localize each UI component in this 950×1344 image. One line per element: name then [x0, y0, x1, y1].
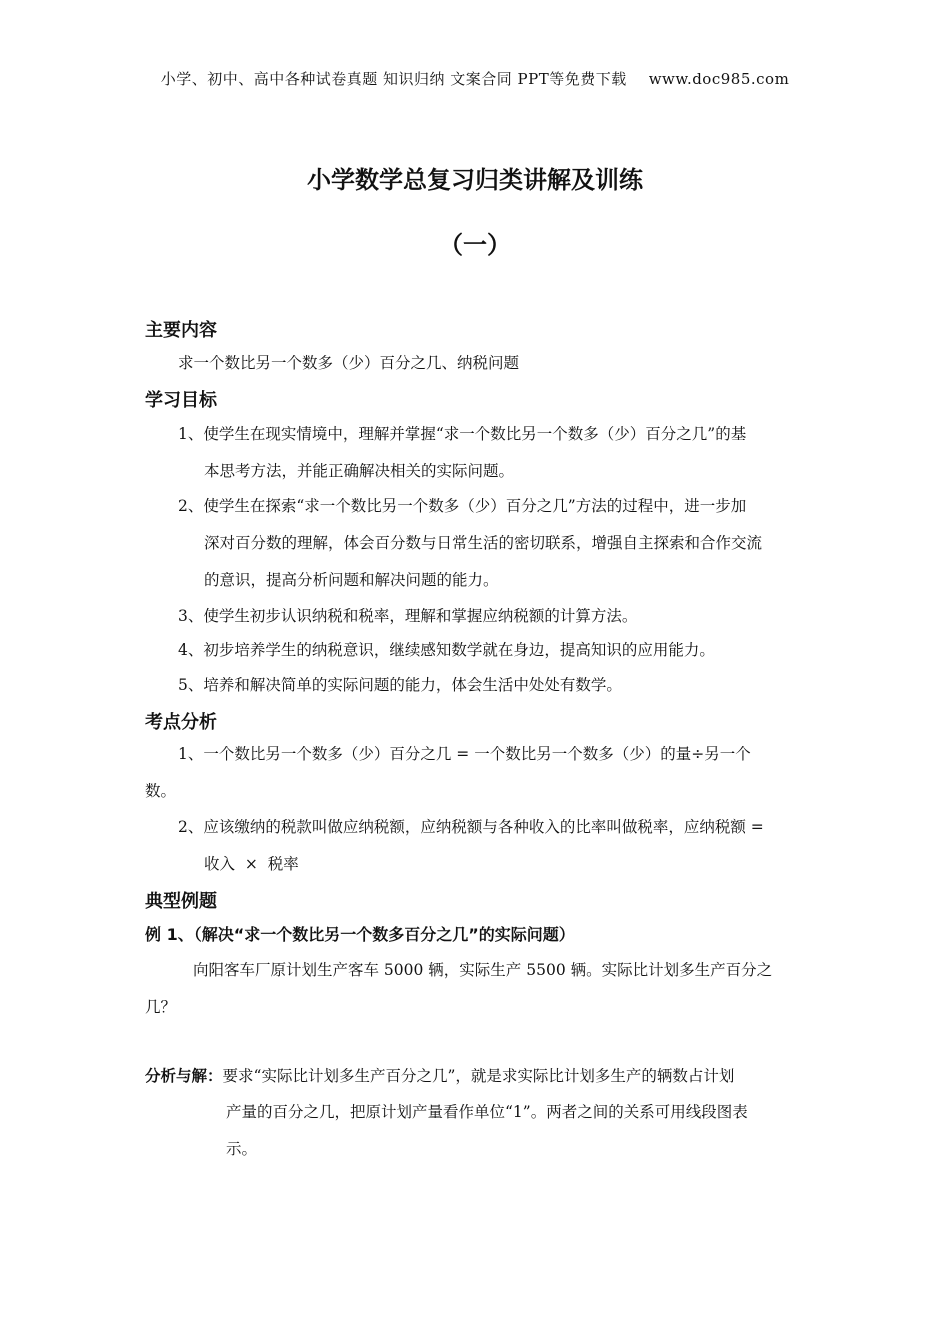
- document-title: 小学数学总复习归类讲解及训练: [307, 166, 643, 194]
- page-header: [0, 68, 950, 89]
- goal-1-line-1: 1、使学生在现实情境中，理解并掌握“求一个数比另一个数多（少）百分之几”的基: [178, 425, 747, 443]
- analysis-item-1-line-1: 1、一个数比另一个数多（少）百分之几 = 一个数比另一个数多（少）的量÷另一个: [178, 745, 751, 763]
- analysis-item-2-line-1: 2、应该缴纳的税款叫做应纳税额，应纳税额与各种收入的比率叫做税率，应纳税额 =: [178, 818, 764, 836]
- document-subtitle: （一）: [439, 231, 511, 259]
- goal-3-line-1: 3、使学生初步认识纳税和税率，理解和掌握应纳税额的计算方法。: [178, 607, 638, 625]
- goal-item-5: [178, 667, 808, 704]
- goal-1-line-2: 本思考方法，并能正确解决相关的实际问题。: [204, 462, 515, 480]
- goal-item-2: [178, 488, 808, 599]
- goal-2-line-1: 2、使学生在探索“求一个数比另一个数多（少）百分之几”方法的过程中，进一步加: [178, 497, 747, 515]
- solution-paragraph: [145, 1058, 808, 1095]
- goal-4-line-1: 4、初步培养学生的纳税意识，继续感知数学就在身边，提高知识的应用能力。: [178, 641, 715, 659]
- section-heading-main-content: 主要内容: [145, 320, 217, 341]
- goal-2-line-3: 的意识，提高分析问题和解决问题的能力。: [204, 571, 499, 589]
- section-heading-examples: 典型例题: [145, 891, 217, 912]
- analysis-item-1-line-2: 数。: [145, 782, 177, 800]
- main-content-text: 求一个数比另一个数多（少）百分之几、纳税问题: [178, 354, 520, 372]
- goal-item-3: [178, 598, 808, 635]
- solution-line-3: 示。: [226, 1140, 258, 1158]
- example-1-line-1: 向阳客车厂原计划生产客车 5000 辆，实际生产 5500 辆。实际比计划多生产百分之: [193, 961, 773, 979]
- section-heading-analysis: 考点分析: [145, 712, 217, 733]
- goal-item-4: [178, 632, 808, 669]
- example-1-line-2: 几？: [145, 998, 177, 1016]
- goal-item-1: [178, 416, 808, 490]
- goal-5-line-1: 5、培养和解决简单的实际问题的能力，体会生活中处处有数学。: [178, 676, 622, 694]
- section-heading-goals: 学习目标: [145, 390, 217, 411]
- goal-2-line-2: 深对百分数的理解，体会百分数与日常生活的密切联系，增强自主探索和合作交流: [204, 534, 763, 552]
- header-url[interactable]: www.doc985.com: [648, 70, 790, 88]
- solution-line-2: 产量的百分之几，把原计划产量看作单位“1”。两者之间的关系可用线段图表: [226, 1103, 748, 1121]
- header-text: 小学、初中、高中各种试卷真题 知识归纳 文案合同 PPT等免费下载: [160, 70, 627, 88]
- example-1-title: 例 1、（解决“求一个数比另一个数多百分之几”的实际问题）: [145, 925, 575, 944]
- solution-line-1: 要求“实际比计划多生产百分之几”，就是求实际比计划多生产的辆数占计划: [222, 1067, 735, 1085]
- solution-label: 分析与解：: [145, 1067, 223, 1085]
- analysis-item-2-line-2: 收入 × 税率: [204, 855, 299, 873]
